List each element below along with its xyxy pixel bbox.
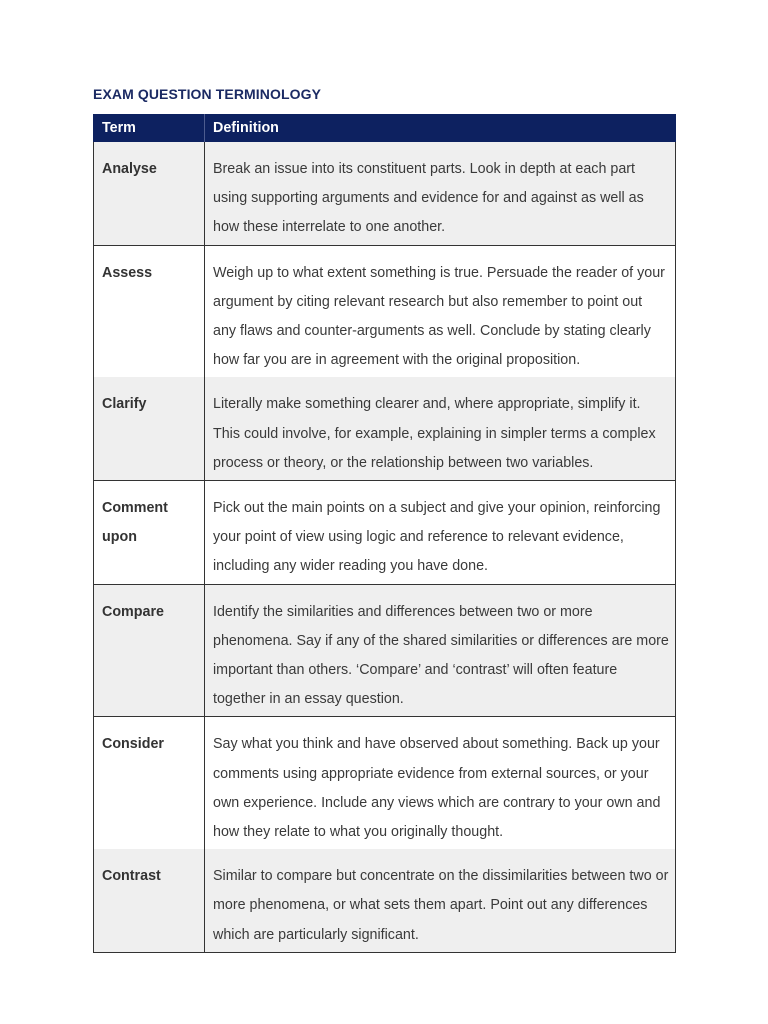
header-term: Term — [94, 114, 205, 142]
definition-cell: Weigh up to what extent something is true. Persuade the reader of your argument by citing relevant research but also remember to point out any flaws and counter-arguments as well. Conclude by stating clearly how far you are in agreement with the original proposition. — [205, 245, 676, 377]
term-cell: Contrast — [94, 849, 205, 952]
table-row — [94, 377, 676, 480]
term-cell: Clarify — [94, 377, 205, 480]
table-row — [94, 584, 676, 717]
term-cell: Comment upon — [94, 481, 205, 585]
table-row — [94, 142, 676, 245]
definition-cell: Say what you think and have observed about something. Back up your comments using appropriate evidence from external sources, or your own experience. Include any views which are contrary to your own and how they relate to what you originally thought. — [205, 717, 676, 849]
table-header-row — [94, 114, 676, 142]
definition-cell: Break an issue into its constituent parts. Look in depth at each part using supporting arguments and evidence for and against as well as how these interrelate to one another. — [205, 142, 676, 245]
definition-cell: Pick out the main points on a subject and give your opinion, reinforcing your point of view using logic and reference to relevant evidence, including any wider reading you have done. — [205, 481, 676, 585]
definition-cell: Literally make something clearer and, where appropriate, simplify it. This could involve, for example, explaining in simpler terms a complex process or theory, or the relationship between two variables. — [205, 377, 676, 480]
term-cell: Consider — [94, 717, 205, 849]
term-cell: Assess — [94, 245, 205, 377]
term-cell: Compare — [94, 584, 205, 717]
term-cell: Analyse — [94, 142, 205, 245]
table-row — [94, 849, 676, 952]
page-title: EXAM QUESTION TERMINOLOGY — [93, 86, 322, 102]
table-row — [94, 245, 676, 377]
table-row — [94, 481, 676, 585]
table-row — [94, 717, 676, 849]
definition-cell: Similar to compare but concentrate on the dissimilarities between two or more phenomena, or what sets them apart. Point out any differences which are particularly significant. — [205, 849, 676, 952]
definition-cell: Identify the similarities and differences between two or more phenomena. Say if any of the shared similarities or differences are more important than others. ‘Compare’ and ‘contrast’ will often feature together in an essay question. — [205, 584, 676, 717]
header-definition: Definition — [205, 114, 676, 142]
terminology-table — [93, 114, 676, 953]
